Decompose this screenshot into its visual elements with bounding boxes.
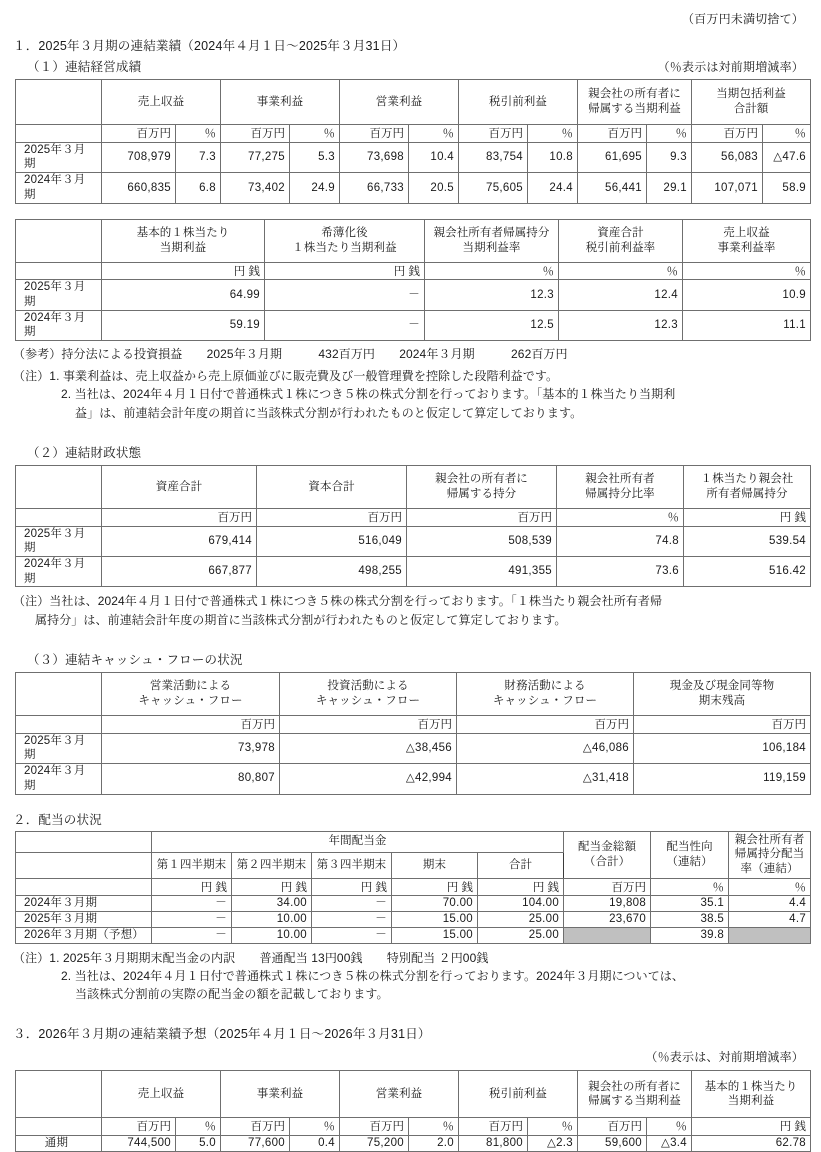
header-pretax-profit: 税引前利益 [459,1071,578,1118]
table-unit-row [16,1118,811,1136]
cell-shaded [729,927,811,943]
unit-row-label [16,262,102,280]
cell-value: － [312,912,392,928]
cell-value: 56,083 [692,142,763,172]
header-revenue: 売上収益 [102,80,221,125]
cell-value: 498,255 [257,557,407,587]
table-row [16,142,811,172]
row-label-fy2026-forecast: 2026年３月期（予想） [16,927,152,943]
unit-q1: 円 銭 [152,878,232,896]
table-row [16,1136,811,1152]
header-total-equity: 資本合計 [257,465,407,508]
unit-operating-pct: ％ [409,125,459,143]
forecast-table [15,1070,811,1151]
header-equity-ratio: 親会社所有者 帰属持分比率 [557,465,684,508]
table-row [16,764,811,794]
cell-value: 58.9 [763,173,811,203]
unit-pretax-pct: ％ [528,1118,578,1136]
cell-value: 70.00 [392,896,478,912]
header-total-assets: 資産合計 [102,465,257,508]
unit-q3: 円 銭 [312,878,392,896]
cell-value: 12.5 [425,310,559,340]
header-revenue: 売上収益 [102,1071,221,1118]
unit-payout: ％ [651,878,729,896]
header-year-end: 期末 [392,853,478,879]
note-line: 2. 当社は、2024年４月１日付で普通株式１株につき５株の株式分割を行っております。2024年３月期については、 [61,968,684,983]
unit-total-assets: 百万円 [102,508,257,526]
cell-value: 12.4 [559,280,683,310]
cell-value: △46,086 [457,733,634,763]
unit-q2: 円 銭 [232,878,312,896]
corner-cell [16,831,152,853]
header-dividend-on-equity: 親会社所有者 帰属持分配当 率（連結） [729,831,811,878]
cell-value: 75,200 [340,1136,409,1152]
unit-basic-eps: 円 銭 [102,262,265,280]
header-basic-eps: 基本的１株当たり 当期利益 [692,1071,811,1118]
unit-row-label [16,1118,102,1136]
unit-pretax-amount: 百万円 [459,1118,528,1136]
unit-row-label [16,125,102,143]
note-line: 当該株式分割前の実際の配当金の額を記載しております。 [75,987,389,1002]
unit-roa: ％ [559,262,683,280]
header-dividend-total: 合計 [478,853,564,879]
cell-value: － [312,927,392,943]
table-header-row [16,465,811,508]
cell-value: 83,754 [459,142,528,172]
cell-value: 73,698 [340,142,409,172]
row-label-fy2025: 2025年３月期 [16,280,102,310]
row-label-fy2025: 2025年３月期 [16,912,152,928]
header-profit-attributable: 親会社の所有者に 帰属する当期利益 [578,1071,692,1118]
cell-value: 4.4 [729,896,811,912]
consolidated-results-table [15,79,811,204]
cell-value: 508,539 [407,526,557,556]
row-label-fy2024: 2024年３月期 [16,896,152,912]
unit-equity-attributable: 百万円 [407,508,557,526]
section-3-heading: ３．2026年３月期の連結業績予想（2025年４月１日～2026年３月31日） [13,1027,431,1042]
cell-value: 5.3 [290,142,340,172]
corner-cell [16,465,102,508]
cash-flow-table [15,672,811,795]
note-line: （注）当社は、2024年４月１日付で普通株式１株につき５株の株式分割を行っております。「１株当たり親会社所有者帰 [13,594,663,609]
cell-value: 61,695 [578,142,647,172]
cell-value: 744,500 [102,1136,176,1152]
header-business-profit: 事業利益 [221,80,340,125]
corner-cell [16,219,102,262]
cell-value: 679,414 [102,526,257,556]
unit-attributable-pct: ％ [647,1118,692,1136]
table-row [16,733,811,763]
cell-value: － [152,896,232,912]
equity-method-reference: （参考）持分法による投資損益 2025年３月期 432百万円 2024年３月期 262百万円 [13,347,568,362]
cell-value: 75,605 [459,173,528,203]
cell-value: 20.5 [409,173,459,203]
row-label-fy2024: 2024年３月期 [16,173,102,203]
cell-value: 516.42 [684,557,811,587]
header-business-profit: 事業利益 [221,1071,340,1118]
unit-revenue-pct: ％ [176,125,221,143]
cell-value: 29.1 [647,173,692,203]
table-header-row [16,80,811,125]
unit-cash-balance: 百万円 [634,715,811,733]
cell-value: 24.9 [290,173,340,203]
cell-value: 59.19 [102,310,265,340]
unit-operating-pct: ％ [409,1118,459,1136]
unit-revenue-amount: 百万円 [102,125,176,143]
header-basic-eps: 基本的１株当たり 当期利益 [102,219,265,262]
cell-value: 77,600 [221,1136,290,1152]
unit-pretax-pct: ％ [528,125,578,143]
cell-value: 15.00 [392,912,478,928]
cell-value: 74.8 [557,526,684,556]
table-unit-row [16,125,811,143]
cell-value: 77,275 [221,142,290,172]
unit-doe: ％ [729,878,811,896]
cell-value: 104.00 [478,896,564,912]
cell-value: 81,800 [459,1136,528,1152]
section-1-1-heading: （１）連結経営成績 [27,60,142,74]
row-label-fy2025: 2025年３月期 [16,733,102,763]
table-unit-row [16,878,811,896]
cell-value: 2.0 [409,1136,459,1152]
unit-total-amount: 百万円 [564,878,651,896]
table-unit-row [16,262,811,280]
cell-value: 73,402 [221,173,290,203]
cell-value: 25.00 [478,912,564,928]
unit-business-amount: 百万円 [221,125,290,143]
cell-value: 4.7 [729,912,811,928]
cell-value: － [152,912,232,928]
cell-value: 9.3 [647,142,692,172]
cell-value: △47.6 [763,142,811,172]
section-1-heading: １．2025年３月期の連結業績（2024年４月１日～2025年３月31日） [13,39,406,53]
header-profit-attributable: 親会社の所有者に 帰属する当期利益 [578,80,692,125]
unit-attributable-amount: 百万円 [578,125,647,143]
cell-value: 15.00 [392,927,478,943]
unit-row-label [16,878,152,896]
financial-position-table [15,465,811,588]
header-q1-end: 第１四半期末 [152,853,232,879]
section-3-note: （％表示は、対前期増減率） [645,1050,804,1065]
cell-value: 35.1 [651,896,729,912]
top-unit-note: （百万円未満切捨て） [681,12,804,26]
cell-value: 6.8 [176,173,221,203]
table-row [16,310,811,340]
row-label-fy2024: 2024年３月期 [16,557,102,587]
cell-value: 107,071 [692,173,763,203]
cell-value: 660,835 [102,173,176,203]
header-annual-dividend: 年間配当金 [152,831,564,853]
cell-value: 491,355 [407,557,557,587]
note-line: 2. 当社は、2024年４月１日付で普通株式１株につき５株の株式分割を行っております。「基本的１株当たり当期利 [61,387,676,402]
dividends-table [15,831,811,944]
header-payout-ratio: 配当性向 （連結） [651,831,729,878]
cell-value: 38.5 [651,912,729,928]
cell-value: 24.4 [528,173,578,203]
cell-value: 7.3 [176,142,221,172]
unit-roe: ％ [425,262,559,280]
cell-value: 73,978 [102,733,280,763]
header-investing-cf: 投資活動による キャッシュ・フロー [280,672,457,715]
cell-value: 39.8 [651,927,729,943]
note-line: 属持分」は、前連結会計年度の期首に当該株式分割が行われたものと仮定して算定しております。 [35,612,567,627]
header-total-dividend: 配当金総額 （合計） [564,831,651,878]
unit-attributable-amount: 百万円 [578,1118,647,1136]
corner-cell [16,80,102,125]
unit-revenue-pct: ％ [176,1118,221,1136]
cell-value: 64.99 [102,280,265,310]
row-label-fy2024: 2024年３月期 [16,310,102,340]
cell-value: 56,441 [578,173,647,203]
header-equity-attributable: 親会社の所有者に 帰属する持分 [407,465,557,508]
unit-row-label [16,715,102,733]
note-line: （注）1. 事業利益は、売上収益から売上原価並びに販売費及び一般管理費を控除した段階利益です。 [13,369,559,384]
section-1-2-notes [13,592,808,628]
note-line: （注）1. 2025年３月期期末配当金の内訳 普通配当 13円00銭 特別配当 ２円00銭 [13,950,489,965]
cell-value: 10.8 [528,142,578,172]
unit-bps: 円 銭 [684,508,811,526]
cell-value: 62.78 [692,1136,811,1152]
section-1-notes [13,367,808,422]
row-label-fy2024: 2024年３月期 [16,764,102,794]
table-unit-row [16,715,811,733]
unit-operating-amount: 百万円 [340,1118,409,1136]
cell-value: 12.3 [425,280,559,310]
header-bps: １株当たり親会社 所有者帰属持分 [684,465,811,508]
section-1-1-note: （％表示は対前期増減率） [657,60,804,74]
section-1-1-header-row [13,57,808,75]
header-roe: 親会社所有者帰属持分 当期利益率 [425,219,559,262]
header-operating-profit: 営業利益 [340,80,459,125]
cell-value: 119,159 [634,764,811,794]
unit-pretax-amount: 百万円 [459,125,528,143]
unit-row-label [16,508,102,526]
cell-value: 10.9 [683,280,811,310]
unit-business-pct: ％ [290,125,340,143]
cell-value: 59,600 [578,1136,647,1152]
unit-attributable-pct: ％ [647,125,692,143]
table-row-forecast [16,927,811,943]
cell-value: 10.4 [409,142,459,172]
row-label-fy2025: 2025年３月期 [16,526,102,556]
cell-value: △2.3 [528,1136,578,1152]
header-comprehensive-income: 当期包括利益 合計額 [692,80,811,125]
section-2-heading: ２．配当の状況 [13,812,102,827]
cell-value: 80,807 [102,764,280,794]
cell-value: － [152,927,232,943]
unit-operating-cf: 百万円 [102,715,280,733]
section-2-notes [13,949,808,1004]
cell-value: 11.1 [683,310,811,340]
table-row [16,896,811,912]
per-share-ratios-table [15,219,811,342]
table-row [16,280,811,310]
cell-value: 19,808 [564,896,651,912]
cell-value: － [312,896,392,912]
cell-shaded [564,927,651,943]
section-1-3-heading: （３）連結キャッシュ・フローの状況 [27,652,243,667]
unit-revenue-amount: 百万円 [102,1118,176,1136]
cell-value: 106,184 [634,733,811,763]
unit-comprehensive-pct: ％ [763,125,811,143]
cell-value: △3.4 [647,1136,692,1152]
unit-total-equity: 百万円 [257,508,407,526]
unit-operating-amount: 百万円 [340,125,409,143]
header-roa: 資産合計 税引前利益率 [559,219,683,262]
table-unit-row [16,508,811,526]
unit-diluted-eps: 円 銭 [265,262,425,280]
note-line: 益」は、前連結会計年度の期首に当該株式分割が行われたものと仮定して算定しております。 [75,405,583,420]
corner-cell-2 [16,853,152,879]
row-label-full-year: 通期 [16,1136,102,1152]
header-operating-cf: 営業活動による キャッシュ・フロー [102,672,280,715]
cell-value: 23,670 [564,912,651,928]
unit-business-pct: ％ [290,1118,340,1136]
cell-value: － [265,280,425,310]
table-row [16,173,811,203]
table-row [16,557,811,587]
cell-value: 25.00 [478,927,564,943]
cell-value: △38,456 [280,733,457,763]
unit-investing-cf: 百万円 [280,715,457,733]
unit-margin: ％ [683,262,811,280]
unit-business-amount: 百万円 [221,1118,290,1136]
section-1-2-heading: （２）連結財政状態 [27,445,142,460]
cell-value: 516,049 [257,526,407,556]
cell-value: 10.00 [232,912,312,928]
row-label-fy2025: 2025年３月期 [16,142,102,172]
header-operating-profit: 営業利益 [340,1071,459,1118]
unit-basic-eps: 円 銭 [692,1118,811,1136]
header-cash-balance: 現金及び現金同等物 期末残高 [634,672,811,715]
cell-value: － [265,310,425,340]
header-pretax-profit: 税引前利益 [459,80,578,125]
header-financing-cf: 財務活動による キャッシュ・フロー [457,672,634,715]
header-q2-end: 第２四半期末 [232,853,312,879]
header-diluted-eps: 希薄化後 １株当たり当期利益 [265,219,425,262]
unit-comprehensive-amount: 百万円 [692,125,763,143]
cell-value: △31,418 [457,764,634,794]
corner-cell [16,672,102,715]
corner-cell [16,1071,102,1118]
dividend-group-header-row [16,831,811,853]
unit-financing-cf: 百万円 [457,715,634,733]
cell-value: 539.54 [684,526,811,556]
header-q3-end: 第３四半期末 [312,853,392,879]
table-header-row [16,672,811,715]
cell-value: 10.00 [232,927,312,943]
unit-year-end: 円 銭 [392,878,478,896]
cell-value: 708,979 [102,142,176,172]
cell-value: 667,877 [102,557,257,587]
table-header-row [16,1071,811,1118]
header-margin: 売上収益 事業利益率 [683,219,811,262]
cell-value: 5.0 [176,1136,221,1152]
unit-equity-ratio: ％ [557,508,684,526]
cell-value: 34.00 [232,896,312,912]
cell-value: 0.4 [290,1136,340,1152]
cell-value: △42,994 [280,764,457,794]
table-row [16,526,811,556]
table-row [16,912,811,928]
cell-value: 12.3 [559,310,683,340]
cell-value: 66,733 [340,173,409,203]
cell-value: 73.6 [557,557,684,587]
unit-total: 円 銭 [478,878,564,896]
table-header-row [16,219,811,262]
